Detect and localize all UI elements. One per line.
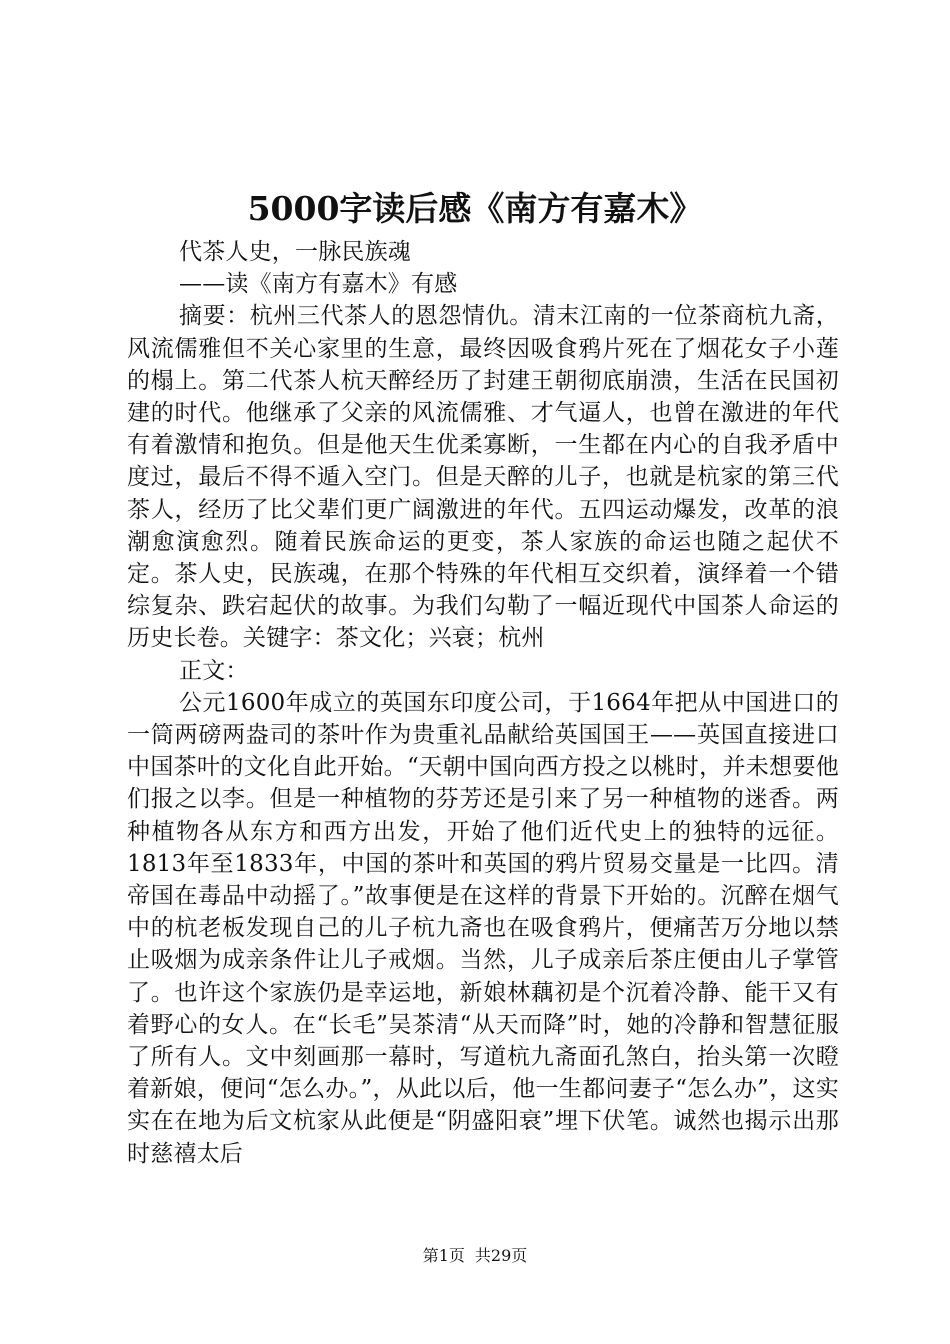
document-title: 5000字读后感《南方有嘉木》 xyxy=(247,189,703,228)
page-number-total: 共29页 xyxy=(474,1246,528,1265)
abstract-paragraph: 摘要：杭州三代茶人的恩怨情仇。清末江南的一位茶商杭九斋，风流儒雅但不关心家里的生意，最终因吸食鸦片死在了烟花女子小莲的榻上。第二代茶人杭天醉经历了封建王朝彻底崩溃，生活在民国初建的时代。他继承了父亲的风流儒雅、才气逼人，也曾在激进的年代有着激情和抱负。但是他天生优柔寡断，一生都在内心的自我矛盾中度过，最后不得不遁入空门。但是天醉的儿子，也就是杭家的第三代茶人，经历了比父辈们更广阔激进的年代。五四运动爆发，改革的浪潮愈演愈烈。随着民族命运的更变，茶人家族的命运也随之起伏不定。茶人史，民族魂，在那个特殊的年代相互交织着，演绎着一个错综复杂、跌宕起伏的故事。为我们勾勒了一幅近现代中国茶人命运的历史长卷。关键字：茶文化；兴衰；杭州 xyxy=(127,303,839,652)
subtitle-line-2: ——读《南方有嘉木》有感 xyxy=(179,271,458,298)
document-body xyxy=(127,236,839,1170)
body-heading: 正文： xyxy=(179,657,249,684)
subtitle-line-1: 代茶人史，一脉民族魂 xyxy=(179,239,411,265)
body-paragraph: 公元1600年成立的英国东印度公司，于1664年把从中国进口的一筒两磅两盎司的茶叶作为贵重礼品献给英国国王——英国直接进口中国茶叶的文化自此开始。“天朝中国向西方投之以桃时，并未想要他们报之以李。但是一种植物的芬芳还是引来了另一种植物的迷香。两种植物各从东方和西方出发，开始了他们近代史上的独特的远征。1813年至1833年，中国的茶叶和英国的鸦片贸易交量是一比四。清帝国在毒品中动摇了。”故事便是在这样的背景下开始的。沉醉在烟气中的杭老板发现自己的儿子杭九斋也在吸食鸦片，便痛苦万分地以禁止吸烟为成亲条件让儿子戒烟。当然，儿子成亲后茶庄便由儿子掌管了。也许这个家族仍是幸运地，新娘林藕初是个沉着冷静、能干又有着野心的女人。在“长毛”吴茶清“从天而降”时，她的冷静和智慧征服了所有人。文中刻画那一幕时，写道杭九斋面孔煞白，抬头第一次瞪着新娘，便问“怎么办。”，从此以后，他一生都问妻子“怎么办”，这实实在在地为后文杭家从此便是“阴盛阳衰”埋下伏笔。诚然也揭示出那时慈禧太后 xyxy=(127,689,839,1167)
page-number-current: 第1页 xyxy=(422,1246,465,1265)
page-footer xyxy=(0,1244,950,1268)
